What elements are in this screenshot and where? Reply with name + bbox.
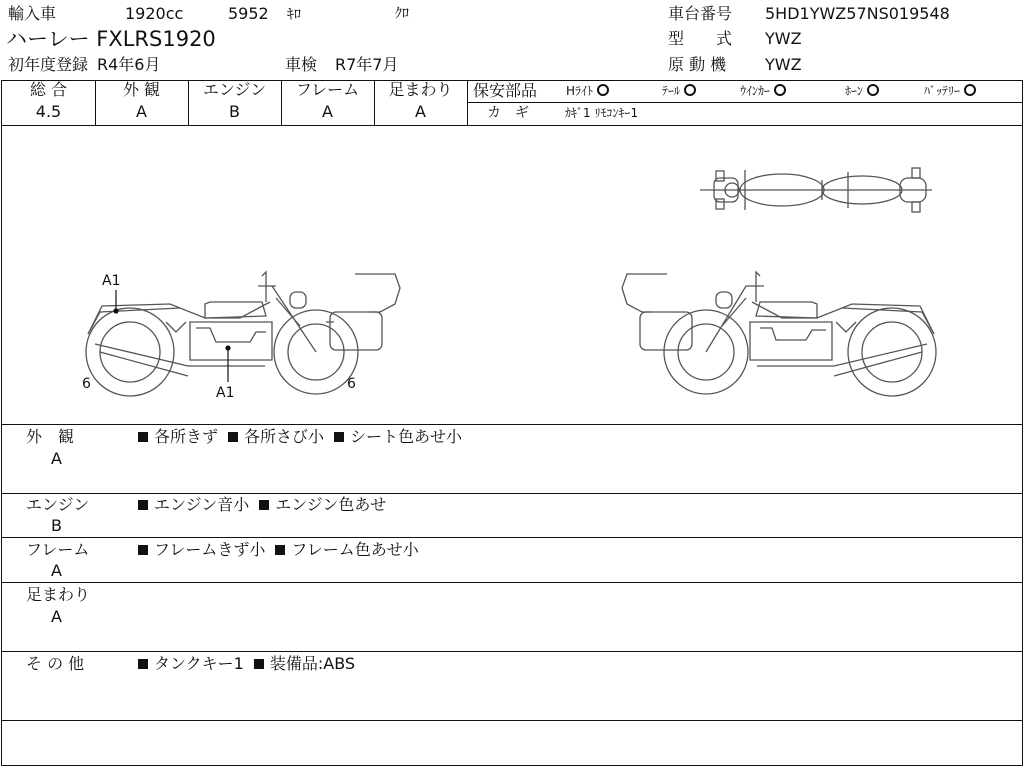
bullet-icon (259, 500, 269, 510)
remark-grade-suspension: A (51, 607, 62, 626)
bullet-icon (228, 432, 238, 442)
diagram-bottom-divider (1, 424, 1023, 425)
first-reg-value: R4年6月 (97, 55, 161, 74)
score-label-engine: エンジン (202, 80, 267, 99)
score-value-suspension: A (415, 102, 426, 121)
headlight-ok-icon (597, 84, 609, 96)
engine-model-value: YWZ (765, 55, 802, 74)
import-label: 輸入車 (8, 4, 57, 23)
score-label-frame: フレーム (295, 80, 360, 99)
frame-no-value: 5HD1YWZ57NS019548 (765, 4, 950, 23)
score-value-frame: A (322, 102, 333, 121)
remark-category-other: そ の 他 (26, 654, 85, 673)
remark-items-frame: フレームきず小 フレーム色あせ小 (138, 542, 429, 558)
score-label-suspension: 足まわり (388, 80, 453, 99)
tail-ok-icon (684, 84, 696, 96)
score-label-exterior: 外 観 (122, 80, 161, 99)
mark-tank: A1 (102, 273, 121, 289)
type-label: 型 式 (668, 29, 733, 48)
frame-no-label: 車台番号 (668, 4, 733, 23)
first-reg-label: 初年度登録 (8, 55, 89, 74)
remark-category-engine: エンジン (26, 495, 90, 514)
score-value-engine: B (229, 102, 240, 121)
top-view-motorcycle-icon (700, 168, 932, 212)
bullet-icon (334, 432, 344, 442)
battery-ok-icon (964, 84, 976, 96)
key-value: ｶｷﾞ1 ﾘﾓｺﾝｷｰ1 (565, 106, 639, 120)
safety-label: 保安部品 (473, 81, 538, 100)
color-value: ｸﾛ (395, 6, 409, 22)
remark-category-frame: フレーム (26, 540, 90, 559)
bullet-icon (138, 500, 148, 510)
safety-item-battery: ﾊﾞｯﾃﾘｰ (924, 84, 976, 97)
remark-grade-exterior: A (51, 449, 62, 468)
score-label-overall: 総 合 (29, 80, 68, 99)
safety-item-tail: ﾃｰﾙ (662, 84, 696, 97)
key-label: カ ギ (487, 105, 529, 121)
bullet-icon (254, 659, 264, 669)
safety-item-horn: ﾎｰﾝ (845, 84, 879, 97)
score-value-overall: 4.5 (35, 102, 62, 121)
displacement: 1920cc (125, 4, 184, 23)
winker-ok-icon (774, 84, 786, 96)
safety-divider (467, 102, 1023, 103)
remark-items-exterior: 各所きず 各所さび小 シート色あせ小 (138, 429, 472, 445)
remark-grade-frame: A (51, 561, 62, 580)
remark-items-engine: エンジン音小 エンジン色あせ (138, 497, 396, 513)
mark-body: A1 (216, 385, 235, 401)
right-side-motorcycle-icon (622, 272, 936, 396)
remark-category-exterior: 外 観 (26, 427, 75, 446)
horn-ok-icon (867, 84, 879, 96)
motorcycle-diagram (0, 126, 1024, 424)
mileage: 5952 (228, 4, 269, 23)
safety-item-winker: ｳｲﾝｶｰ (740, 84, 786, 97)
remark-items-other: タンクキー1 装備品:ABS (138, 656, 365, 672)
inspection-value: R7年7月 (335, 55, 399, 74)
inspection-label: 車検 (285, 55, 318, 74)
bullet-icon (138, 545, 148, 555)
remark-grade-engine: B (51, 516, 62, 535)
mark-front-wheel: 6 (82, 376, 91, 392)
score-value-exterior: A (136, 102, 147, 121)
mark-rear-wheel: 6 (347, 376, 356, 392)
bullet-icon (275, 545, 285, 555)
bullet-icon (138, 432, 148, 442)
model-name: ハーレー FXLRS1920 (6, 27, 216, 51)
remark-category-suspension: 足まわり (26, 585, 91, 604)
safety-item-headlight: Hﾗｲﾄ (566, 84, 609, 97)
bullet-icon (138, 659, 148, 669)
type-value: YWZ (765, 29, 802, 48)
engine-model-label: 原 動 機 (668, 55, 727, 74)
mileage-unit: ｷﾛ (287, 7, 301, 23)
